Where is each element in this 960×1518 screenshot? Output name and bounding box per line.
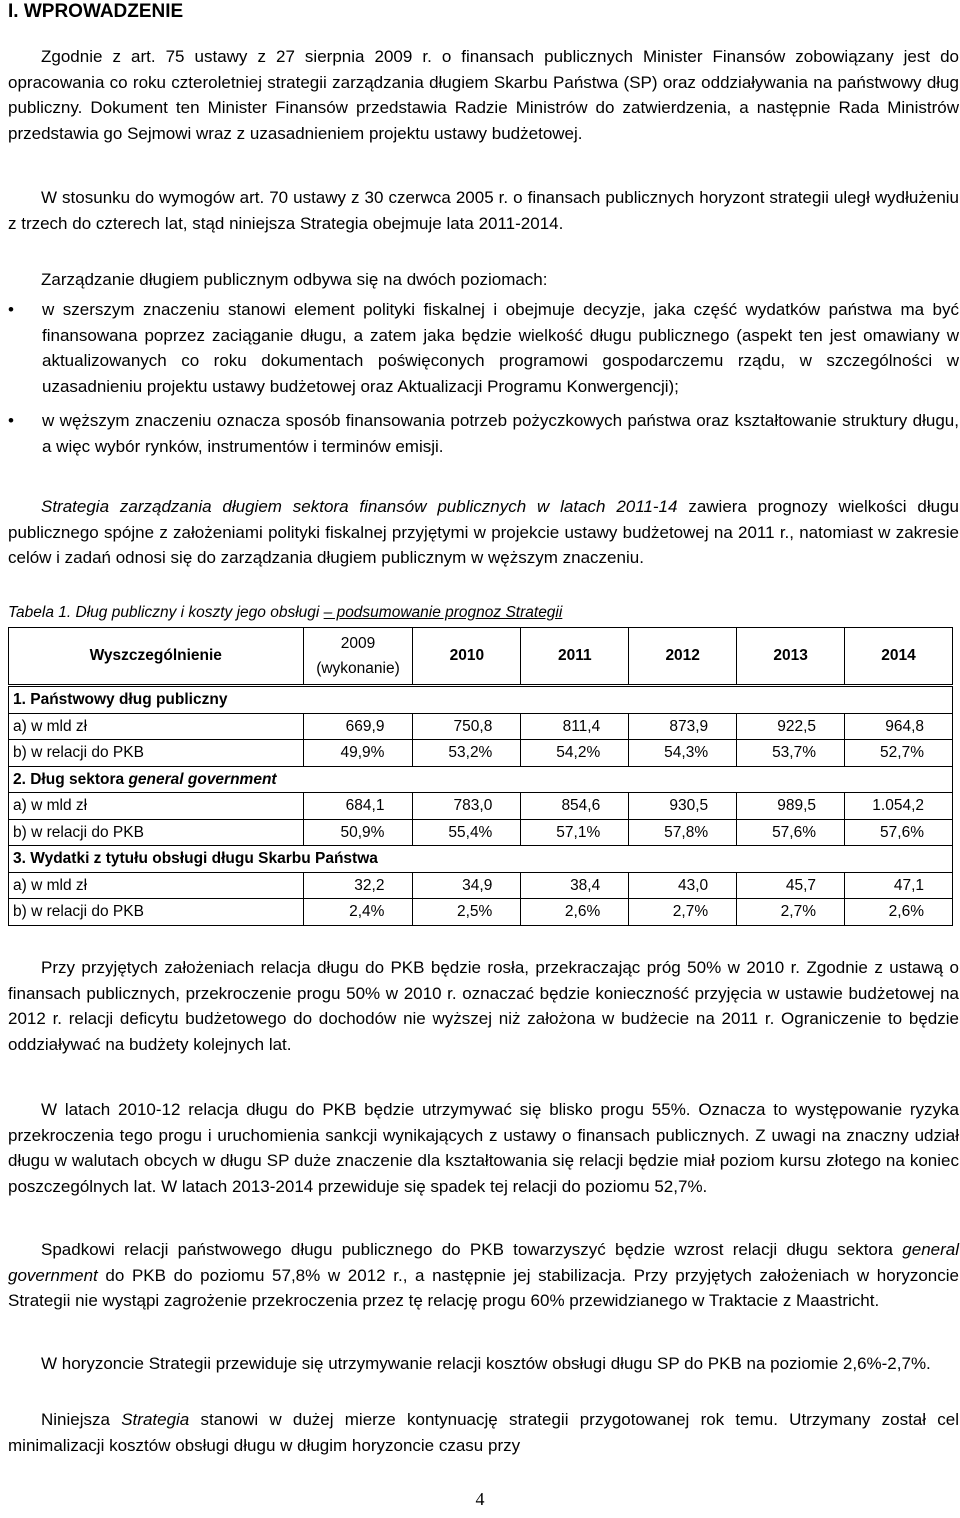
list-item-text: w szerszym znaczeniu stanowi element polityki fiskalnej i obejmuje decyzje, jaka część wydatków państwa ma być finansowana poprzez zaciąganie długu, a zatem jaka będzie wielkość długu publicznego (aspekt ten jest omawiany w aktualizowanych co roku dokumentach poświęconych programowi gospodarczemu rządu, w szczególności w uzasadnieniu projektu ustawy budżetowej oraz Aktualizacji Programu Konwergencji); xyxy=(42,300,959,396)
paragraph-gg-debt xyxy=(8,1237,959,1314)
header-2011: 2011 xyxy=(521,628,629,686)
table-cell: 34,9 xyxy=(413,872,521,899)
list-item-text: w węższym znaczeniu oznacza sposób finansowania potrzeb pożyczkowych państwa oraz kształtowanie struktury długu, a więc wybór rynków, instrumentów i terminów emisji. xyxy=(42,411,959,456)
section-row xyxy=(9,766,953,793)
table-cell: 43,0 xyxy=(629,872,737,899)
paragraph-servicing-costs: W horyzoncie Strategii przewiduje się utrzymywanie relacji kosztów obsługi długu SP do PKB na poziomie 2,6%-2,7%. xyxy=(41,1354,931,1373)
paragraph-debt-threshold: Przy przyjętych założeniach relacja długu do PKB będzie rosła, przekraczając próg 50% w 2010 r. Zgodnie z ustawą o finansach publicznych, przekroczenie progu 50% w 2010 r. oznaczać będzie konieczność przyjęcia w ustawie budżetowej na 2012 r. relacji deficytu budżetowego do dochodów nie wyższej niż założona w budżecie na 2011 r. Ograniczenie to będzie oddziaływać na budżety kolejnych lat. xyxy=(8,958,959,1054)
table-cell: 57,8% xyxy=(629,819,737,846)
table-cell: 2,4% xyxy=(303,899,413,926)
table-cell: 684,1 xyxy=(303,793,413,820)
table-cell: 47,1 xyxy=(845,872,953,899)
paragraph-horizon: W stosunku do wymogów art. 70 ustawy z 30 czerwca 2005 r. o finansach publicznych horyzont strategii uległ wydłużeniu z trzech do czterech lat, stąd niniejsza Strategia obejmuje lata 2011-2014. xyxy=(8,188,959,233)
table-row xyxy=(9,899,953,926)
paragraph-levels: Zarządzanie długiem publicznym odbywa się na dwóch poziomach: xyxy=(41,270,548,289)
header-2010: 2010 xyxy=(413,628,521,686)
header-note: (wykonanie) xyxy=(316,660,400,677)
table-cell: 54,2% xyxy=(521,740,629,767)
paragraph-italic: general government xyxy=(8,1240,959,1285)
header-2013: 2013 xyxy=(737,628,845,686)
row-label: a) w mld zł xyxy=(9,872,304,899)
list-item xyxy=(8,408,959,459)
table-cell: 45,7 xyxy=(737,872,845,899)
table-cell: 873,9 xyxy=(629,713,737,740)
table-cell: 52,7% xyxy=(845,740,953,767)
header-2009 xyxy=(303,628,413,686)
page-number: 4 xyxy=(475,1489,485,1509)
paragraph-risk: W latach 2010-12 relacja długu do PKB będzie utrzymywać się blisko progu 55%. Oznacza to występowanie ryzyka przekroczenia tego progu i uruchomienia sankcji wynikających z ustawy o finansach publicznych. Z uwagi na znaczny udział długu w walutach obcych w długu SP duże znaczenie dla kształtowania się relacji będzie miał poziom kursu złotego na koniec poszczególnych lat. W latach 2013-2014 przewiduje się spadek tej relacji do poziomu 52,7%. xyxy=(8,1100,959,1196)
table-caption xyxy=(8,603,562,623)
bullet-icon: • xyxy=(8,411,14,430)
table-cell: 2,7% xyxy=(629,899,737,926)
table-cell: 989,5 xyxy=(737,793,845,820)
table-row xyxy=(9,793,953,820)
list-item xyxy=(8,297,959,399)
table-cell: 50,9% xyxy=(303,819,413,846)
header-2014: 2014 xyxy=(845,628,953,686)
paragraph-text: Niniejsza xyxy=(41,1410,122,1429)
section-title-italic: general government xyxy=(128,770,277,788)
table-cell: 750,8 xyxy=(413,713,521,740)
table-cell: 1.054,2 xyxy=(845,793,953,820)
caption-text: Tabela 1. Dług publiczny i koszty jego obsługi xyxy=(8,604,324,621)
table-cell: 57,6% xyxy=(737,819,845,846)
section-title xyxy=(9,766,953,793)
paragraph-text: do PKB do poziomu 57,8% w 2012 r., a następnie jej stabilizacja. Przy przyjętych założeniach w horyzoncie Strategii nie wystąpi zagrożenie przekroczenia przez tę relację progu 60% przewidzianego w Traktacie z Maastricht. xyxy=(8,1265,959,1310)
section-row xyxy=(9,686,953,714)
paragraph-text: stanowi w dużej mierze kontynuację strategii przygotowanej rok temu. Utrzymany został cel minimalizacji kosztów obsługi długu w długim horyzoncie czasu przy xyxy=(8,1410,960,1455)
caption-underlined: – podsumowanie prognoz Strategii xyxy=(323,604,563,621)
table-cell: 2,5% xyxy=(413,899,521,926)
table-cell: 57,6% xyxy=(845,819,953,846)
table-cell: 55,4% xyxy=(413,819,521,846)
header-2012: 2012 xyxy=(629,628,737,686)
row-label: b) w relacji do PKB xyxy=(9,740,304,767)
table-cell: 54,3% xyxy=(629,740,737,767)
table-cell: 930,5 xyxy=(629,793,737,820)
section-title: 3. Wydatki z tytułu obsługi długu Skarbu Państwa xyxy=(9,846,953,873)
table-cell: 32,2 xyxy=(303,872,413,899)
section-heading: I. WPROWADZENIE xyxy=(8,1,184,22)
table-row xyxy=(9,872,953,899)
header-label: Wyszczególnienie xyxy=(9,628,304,686)
table-cell: 2,6% xyxy=(521,899,629,926)
row-label: a) w mld zł xyxy=(9,713,304,740)
table-cell: 854,6 xyxy=(521,793,629,820)
table-header-row xyxy=(9,628,953,686)
row-label: b) w relacji do PKB xyxy=(9,819,304,846)
row-label: b) w relacji do PKB xyxy=(9,899,304,926)
header-year: 2009 xyxy=(340,634,376,652)
table-cell: 783,0 xyxy=(413,793,521,820)
paragraph-intro: Zgodnie z art. 75 ustawy z 27 sierpnia 2009 r. o finansach publicznych Minister Finansów zobowiązany jest do opracowania co roku czteroletniej strategii zarządzania długiem Skarbu Państwa (SP) oraz oddziaływania na państwowy dług publiczny. Dokument ten Minister Finansów przedstawia Radzie Ministrów do zatwierdzenia, a następnie Rada Ministrów przedstawia go Sejmowi wraz z uzasadnieniem projektu ustawy budżetowej. xyxy=(8,47,959,143)
debt-summary-table xyxy=(8,627,953,926)
strategy-title: Strategia zarządzania długiem sektora finansów publicznych w latach 2011-14 xyxy=(41,497,678,516)
section-title-text: 2. Dług sektora xyxy=(13,770,129,788)
paragraph-strategy-scope xyxy=(8,494,959,571)
table-cell: 53,2% xyxy=(413,740,521,767)
bullet-icon: • xyxy=(8,300,14,319)
paragraph-continuation xyxy=(8,1407,959,1458)
table-row xyxy=(9,740,953,767)
paragraph-text: Spadkowi relacji państwowego długu publicznego do PKB towarzyszyć będzie wzrost relacji długu sektora xyxy=(41,1240,903,1259)
table-cell: 2,6% xyxy=(845,899,953,926)
paragraph-italic: Strategia xyxy=(121,1410,190,1429)
table-cell: 669,9 xyxy=(303,713,413,740)
table-cell: 922,5 xyxy=(737,713,845,740)
table-cell: 811,4 xyxy=(521,713,629,740)
table-row xyxy=(9,819,953,846)
table-cell: 57,1% xyxy=(521,819,629,846)
table-cell: 49,9% xyxy=(303,740,413,767)
paragraph-text: zawiera prognozy wielkości długu publicznego spójne z założeniami polityki fiskalnej przyjętymi w projekcie ustawy budżetowej na 2011 r., natomiast w zakresie celów i zadań odnosi się do zarządzania długiem publicznym w węższym znaczeniu. xyxy=(8,497,959,567)
table-cell: 53,7% xyxy=(737,740,845,767)
levels-list xyxy=(8,297,959,459)
table-row xyxy=(9,713,953,740)
table-cell: 2,7% xyxy=(737,899,845,926)
row-label: a) w mld zł xyxy=(9,793,304,820)
table-cell: 964,8 xyxy=(845,713,953,740)
table-cell: 38,4 xyxy=(521,872,629,899)
section-row xyxy=(9,846,953,873)
section-title: 1. Państwowy dług publiczny xyxy=(9,686,953,714)
